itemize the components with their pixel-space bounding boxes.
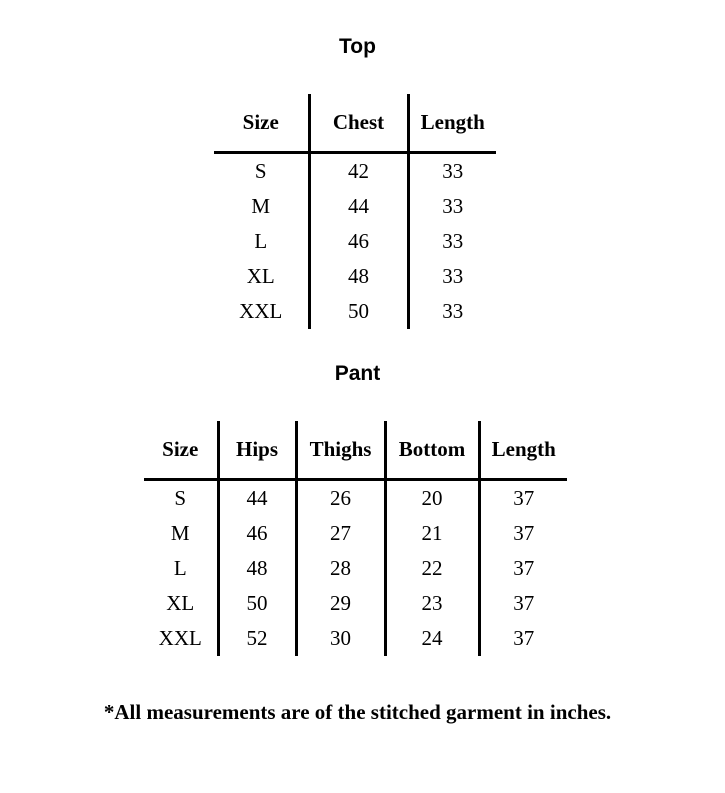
chest-cell: 44 [309,189,408,224]
thighs-cell: 28 [296,551,385,586]
chest-cell: 42 [309,153,408,190]
table-header-row [144,421,567,480]
hips-cell: 48 [218,551,296,586]
column-header-chest: Chest [309,94,408,153]
table-row [144,586,567,621]
bottom-cell: 24 [385,621,479,656]
table-row [214,259,496,294]
table-row [214,294,496,329]
column-header-size: Size [214,94,309,153]
pant-section-title: Pant [334,362,381,385]
table-row [144,516,567,551]
length-cell: 33 [408,224,496,259]
chest-cell: 46 [309,224,408,259]
length-cell: 33 [408,294,496,329]
table-row [144,480,567,517]
size-cell: XL [166,591,195,615]
length-cell: 37 [479,480,567,517]
measurement-footnote: *All measurements are of the stitched garment in inches. [103,700,612,724]
size-cell: XXL [239,299,283,323]
size-cell: L [254,229,268,253]
table-row [214,224,496,259]
table-row [214,153,496,190]
thighs-cell: 30 [296,621,385,656]
thighs-cell: 29 [296,586,385,621]
table-row [214,189,496,224]
pant-size-table [144,421,567,656]
bottom-cell: 23 [385,586,479,621]
hips-cell: 44 [218,480,296,517]
length-cell: 37 [479,586,567,621]
length-cell: 33 [408,153,496,190]
length-cell: 33 [408,189,496,224]
table-row [144,621,567,656]
length-cell: 37 [479,621,567,656]
hips-cell: 46 [218,516,296,551]
top-section-title: Top [339,35,376,58]
size-cell: L [173,556,187,580]
thighs-cell: 26 [296,480,385,517]
size-cell: M [251,194,271,218]
column-header-length: Length [408,94,496,153]
top-size-table [214,94,496,329]
size-cell: S [254,159,267,183]
bottom-cell: 22 [385,551,479,586]
hips-cell: 52 [218,621,296,656]
length-cell: 37 [479,516,567,551]
column-header-thighs: Thighs [296,421,385,480]
column-header-size: Size [144,421,218,480]
size-cell: XL [246,264,275,288]
bottom-cell: 21 [385,516,479,551]
length-cell: 33 [408,259,496,294]
bottom-cell: 20 [385,480,479,517]
chest-cell: 50 [309,294,408,329]
column-header-hips: Hips [218,421,296,480]
chest-cell: 48 [309,259,408,294]
size-cell: S [174,486,187,510]
length-cell: 37 [479,551,567,586]
table-row [144,551,567,586]
column-header-bottom: Bottom [385,421,479,480]
table-header-row [214,94,496,153]
size-cell: M [170,521,190,545]
thighs-cell: 27 [296,516,385,551]
column-header-length: Length [479,421,567,480]
size-cell: XXL [158,626,202,650]
hips-cell: 50 [218,586,296,621]
